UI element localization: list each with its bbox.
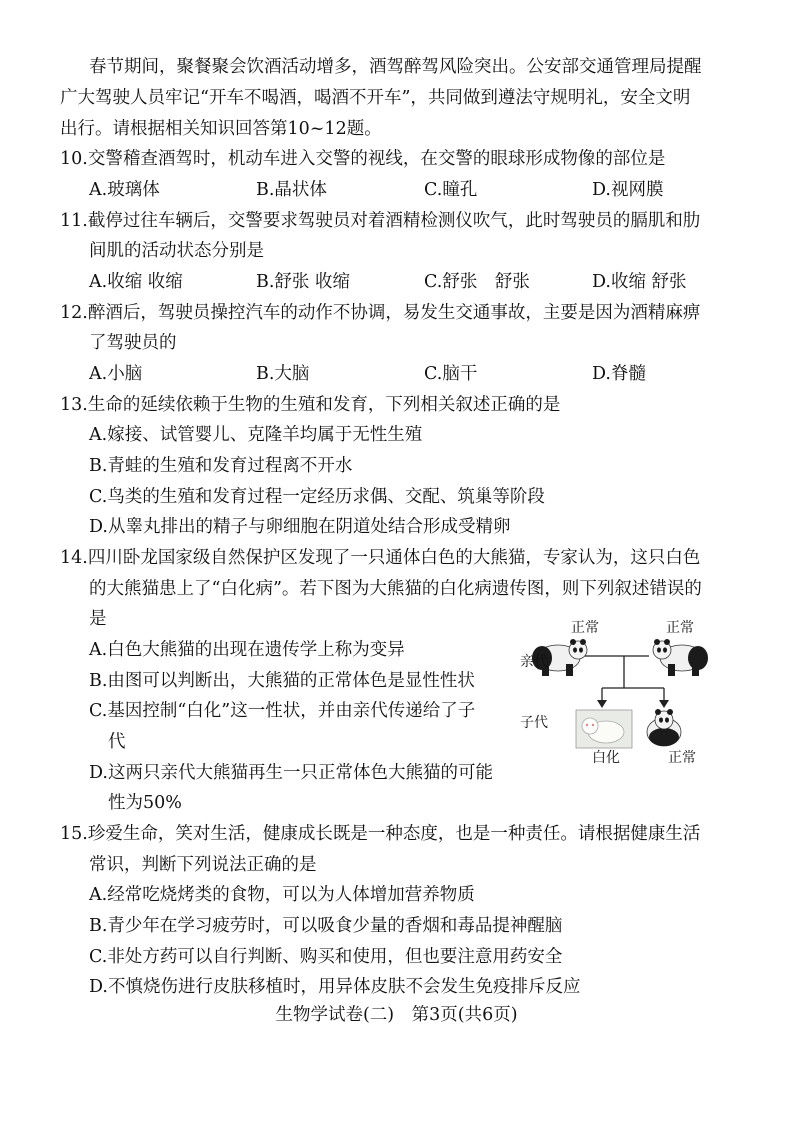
intro-line-3: 出行。请根据相关知识回答第10~12题。 [60,119,382,139]
q15-option-d: D.不慎烧伤进行皮肤移植时，用异体皮肤不会发生免疫排斥反应 [89,977,581,997]
q14-option-d-cont: 性为50% [108,793,182,813]
question-13-stem: 13.生命的延续依赖于生物的生殖和发育，下列相关叙述正确的是 [60,395,561,415]
q14-option-d: D.这两只亲代大熊猫再生一只正常体色大熊猫的可能 [89,763,493,783]
q10-option-b: B.晶状体 [256,180,327,200]
panda-child-albino [576,710,632,748]
q14-option-a: A.白色大熊猫的出现在遗传学上称为变异 [89,640,405,660]
question-11-stem-2: 间肌的活动状态分别是 [89,241,264,261]
child-right-arrow [659,700,669,708]
label-child-generation: 子代 [520,715,548,731]
q15-option-b: B.青少年在学习疲劳时，可以吸食少量的香烟和毒品提神醒脑 [89,916,563,936]
question-14-stem-3: 是 [89,609,107,629]
q12-option-a: A.小脑 [89,364,143,384]
q15-option-a: A.经常吃烧烤类的食物，可以为人体增加营养物质 [89,885,475,905]
q13-option-c: C.鸟类的生殖和发育过程一定经历求偶、交配、筑巢等阶段 [89,487,545,507]
q11-option-c: C.舒张 舒张 [424,272,530,292]
question-10-stem: 10.交警稽查酒驾时，机动车进入交警的视线，在交警的眼球形成物像的部位是 [60,149,666,169]
q10-option-c: C.瞳孔 [424,180,478,200]
q12-option-d: D.脊髓 [592,364,646,384]
question-14-stem-2: 的大熊猫患上了“白化病”。若下图为大熊猫的白化病遗传图，则下列叙述错误的 [89,579,702,599]
question-14-stem-1: 14.四川卧龙国家级自然保护区发现了一只通体白色的大熊猫，专家认为，这只白色 [60,548,701,568]
q11-option-b: B.舒张 收缩 [256,272,350,292]
label-parent-right-normal: 正常 [666,620,694,636]
q15-option-c: C.非处方药可以自行判断、购买和使用，但也要注意用药安全 [89,947,563,967]
q14-option-c-cont: 代 [108,732,126,752]
q12-option-b: B.大脑 [256,364,310,384]
question-11-stem-1: 11.截停过往车辆后，交警要求驾驶员对着酒精检测仪吹气，此时驾驶员的膈肌和肋 [60,211,701,231]
label-child-albino: 白化 [592,750,620,766]
q13-option-d: D.从睾丸排出的精子与卵细胞在阴道处结合形成受精卵 [89,517,511,537]
q14-option-c: C.基因控制“白化”这一性状，并由亲代传递给了子 [89,701,476,721]
child-left-arrow [597,700,607,708]
q13-option-b: B.青蛙的生殖和发育过程离不开水 [89,456,353,476]
label-child-normal: 正常 [668,750,696,766]
page-footer: 生物学试卷(二) 第3页(共6页) [275,1005,518,1025]
q13-option-a: A.嫁接、试管婴儿、克隆羊均属于无性生殖 [89,425,423,445]
q12-option-c: C.脑干 [424,364,478,384]
question-15-stem-1: 15.珍爱生命，笑对生活，健康成长既是一种态度，也是一种责任。请根据健康生活 [60,824,701,844]
label-parent-generation: 亲代 [520,654,548,670]
question-12-stem-2: 了驾驶员的 [89,333,177,353]
pedigree-diagram [516,618,738,768]
question-12-stem-1: 12.醉酒后，驾驶员操控汽车的动作不协调，易发生交通事故，主要是因为酒精麻痹 [60,303,701,323]
intro-line-2: 广大驾驶人员牢记“开车不喝酒，喝酒不开车”，共同做到遵法守规明礼，安全文明 [60,88,691,108]
question-15-stem-2: 常识，判断下列说法正确的是 [89,855,317,875]
panda-parent-right [653,639,708,676]
q11-option-d: D.收缩 舒张 [592,272,687,292]
label-parent-left-normal: 正常 [571,620,599,636]
pedigree-figure [516,618,738,768]
intro-line-1: 春节期间，聚餐聚会饮酒活动增多，酒驾醉驾风险突出。公安部交通管理局提醒 [89,57,702,77]
q10-option-d: D.视网膜 [592,180,664,200]
q14-option-b: B.由图可以判断出，大熊猫的正常体色是显性性状 [89,671,475,691]
panda-child-normal [647,709,681,746]
q11-option-a: A.收缩 收缩 [89,272,183,292]
q10-option-a: A.玻璃体 [89,180,160,200]
